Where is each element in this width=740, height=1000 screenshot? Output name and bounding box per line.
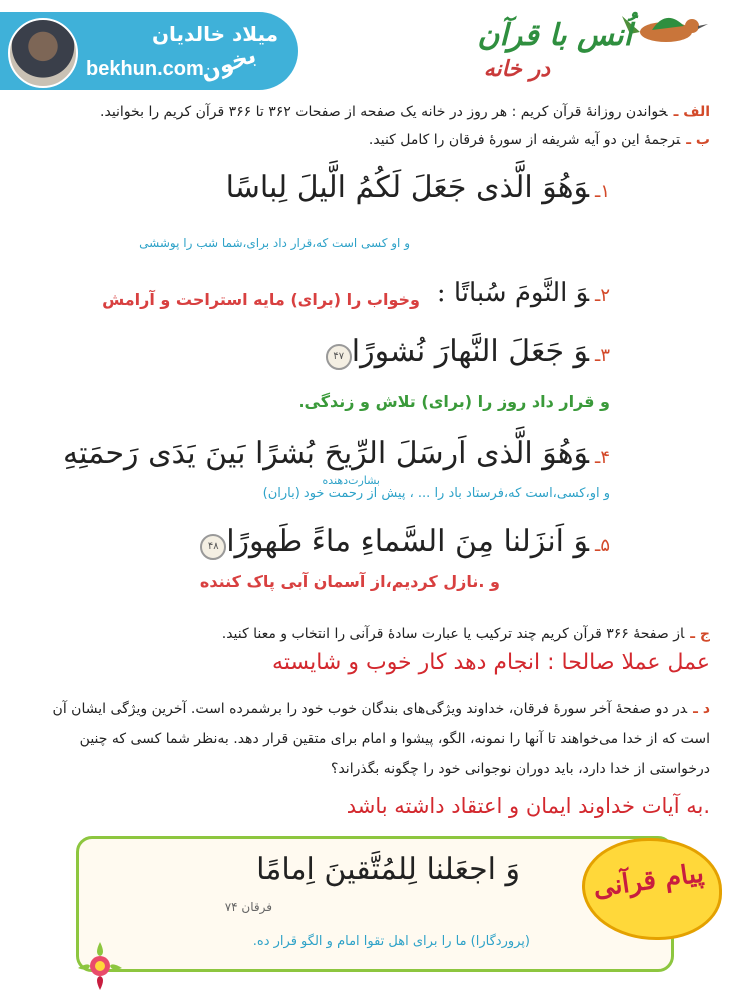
verse-1	[226, 170, 610, 205]
verse-translation: و او کسی است که،قرار داد برای،شما شب را پوششی	[139, 236, 410, 250]
handwritten-answer: عمل عملا صالحا : انجام دهد کار خوب و شایسته	[272, 650, 710, 675]
verse-translation: و او،کسی،است که،فرستاد باد را ... ، پیش از رحمت خود (باران)	[262, 486, 610, 501]
message-reference: فرقان ۷۴	[224, 900, 272, 914]
verse-5	[194, 524, 610, 560]
verse-number: ۳ـ	[595, 345, 610, 366]
verse-arabic: وَهُوَ الَّذی جَعَلَ لَكُمُ الَّیلَ لِباسًا	[225, 170, 590, 205]
author-name: میلاد خالدیان	[151, 22, 278, 46]
verse-translation: وخواب را (برای) مایه استراحت و آرامش	[102, 290, 420, 309]
handwritten-answer: .به آیات خداوند ایمان و اعتقاد داشته باشد	[346, 794, 710, 818]
item-label: الف ـ	[673, 104, 710, 120]
item-label: د ـ	[693, 701, 710, 717]
verse-annotation: بشارت‌دهنده	[322, 474, 380, 487]
verse-translation: و .نازل کردیم،از آسمان آبی پاک کننده	[199, 572, 500, 591]
message-verse: وَ اجعَلنا لِلمُتَّقینَ اِمامًا	[256, 852, 520, 887]
verse-number: ۵ـ	[595, 535, 610, 556]
item-label: ج ـ	[690, 626, 710, 642]
item-text: ترجمهٔ این دو آیه شریفه از سورهٔ فرقان را کامل کنید.	[368, 132, 681, 148]
verse-3	[320, 334, 610, 370]
item-be	[369, 130, 710, 150]
message-badge-label: پیام قرآنی	[591, 858, 706, 904]
verse-translation: و قرار داد روز را (برای) تلاش و زندگی.	[298, 392, 610, 411]
item-dal	[20, 694, 710, 784]
item-text: در دو صفحهٔ آخر سورهٔ فرقان، خداوند ویژگی‌های بندگان خوب خود را برشمرده است. آخرین ویژگی ایشان آن است که از خدا می‌خواهند تا آنها را نمونه، الگو، پیشوا و امام برای متقین قرار دهد. به‌نظر شما کسی که چنین درخواستی از خدا دارد، باید دوران نوجوانی خود را چگونه بگذراند؟	[52, 701, 710, 777]
verse-number: ۴ـ	[595, 447, 610, 468]
bird-icon	[620, 2, 710, 52]
flower-ornament-icon	[70, 938, 130, 994]
ayah-number: ۴۸	[200, 534, 226, 560]
section-subtitle: در خانه	[483, 56, 550, 82]
verse-number: ۱ـ	[595, 181, 610, 202]
verse-arabic: وَ النَّومَ سُباتًا :	[436, 278, 590, 308]
verse-2	[437, 278, 610, 308]
ayah-number: ۴۷	[326, 344, 352, 370]
verse-arabic: وَ اَنزَلنا مِنَ السَّماءِ ماءً طَهورًا	[226, 524, 590, 559]
item-text: از صفحهٔ ۳۶۶ قرآن کریم چند ترکیب یا عبارت سادهٔ قرآنی را انتخاب و معنا کنید.	[221, 626, 685, 642]
verse-arabic: وَهُوَ الَّذی اَرسَلَ الرِّیحَ بُشرًا بَینَ یَدَی رَحمَتِهِ	[63, 436, 590, 471]
verse-arabic: وَ جَعَلَ النَّهارَ نُشورًا	[351, 334, 590, 369]
verse-number: ۲ـ	[595, 285, 610, 306]
author-banner	[0, 12, 298, 90]
item-text: خواندن روزانهٔ قرآن کریم : هر روز در خانه یک صفحه از صفحات ۳۶۲ تا ۳۶۶ قرآن کریم را بخوانید.	[100, 104, 668, 120]
section-title: اُنس با قرآن	[477, 18, 632, 53]
item-jim	[222, 624, 710, 644]
item-alef	[100, 102, 710, 122]
author-avatar	[8, 18, 78, 88]
message-translation: (پروردگارا) ما را برای اهل تقوا امام و الگو قرار ده.	[252, 934, 530, 949]
site-url[interactable]: bekhun.com	[86, 58, 204, 80]
item-label: ب ـ	[686, 132, 710, 148]
site-logo: بخون	[197, 43, 260, 86]
verse-4	[63, 436, 610, 471]
